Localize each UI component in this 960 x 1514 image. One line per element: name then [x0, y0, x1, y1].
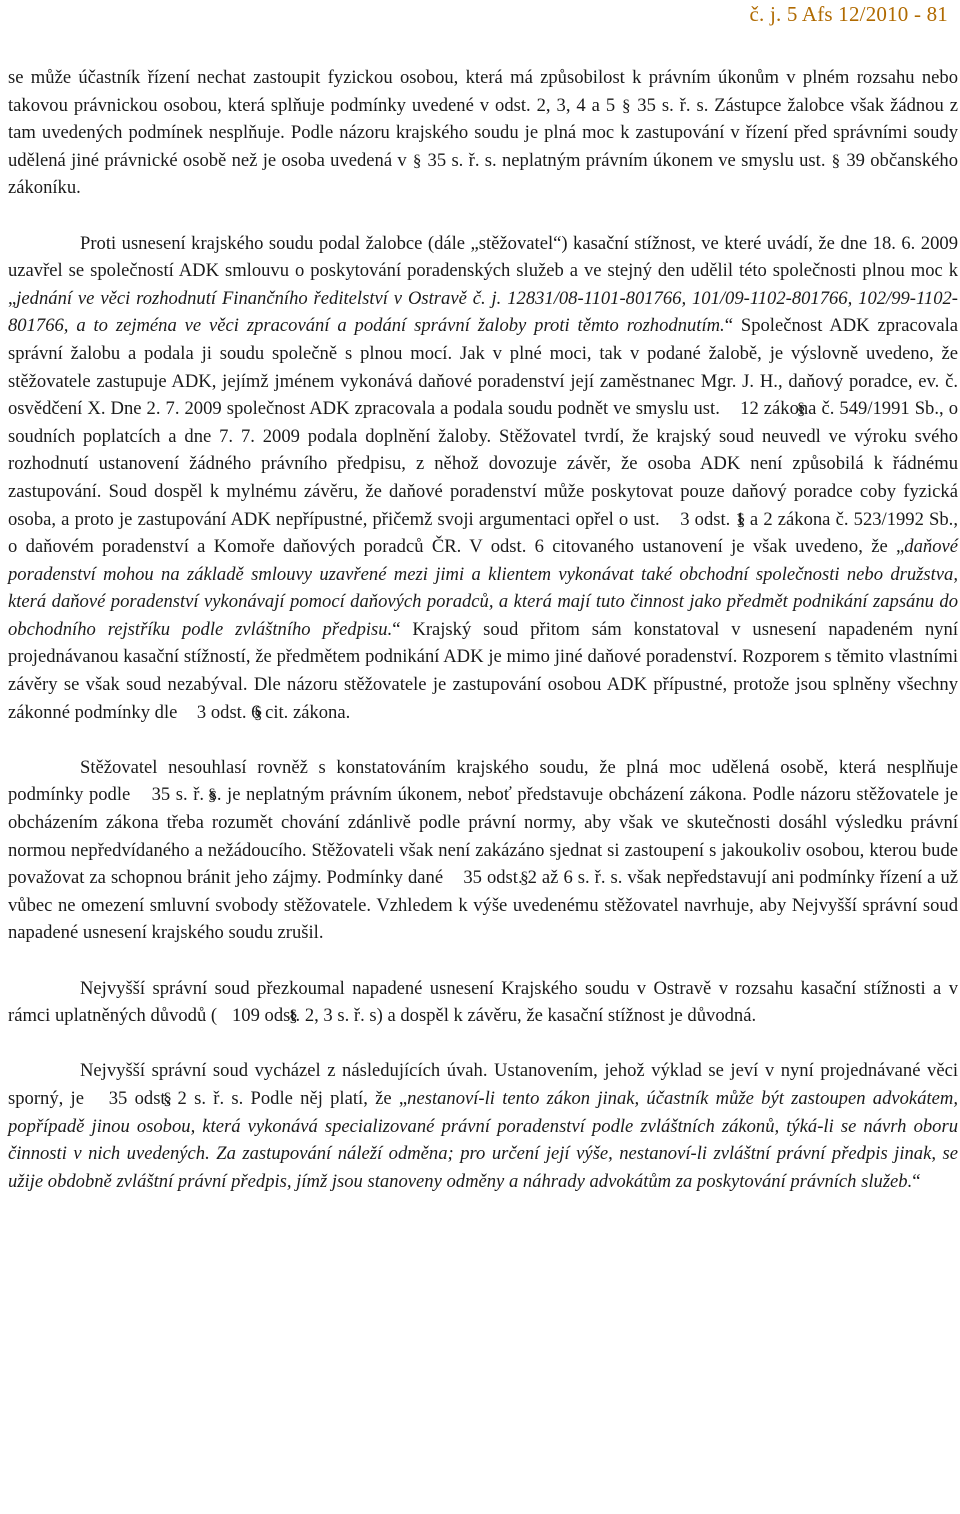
section-sign [217, 1002, 227, 1030]
section-sign [621, 92, 631, 120]
document-body [8, 64, 958, 1195]
text-run: “ Společnost ADK zpracovala správní žalobu a podala ji soudu společně s plnou mocí. Jak v plné moci, tak v podané žalobě, je výslovně uvedeno, že stěžovatele zastupuje ADK, jejímž jménem vykonává daňové poradenství její zaměstnanec Mgr. J. H., daňový poradce, ev. č. osvědčení X. Dne 2. 7. 2009 společnost ADK zpracovala a podala soudu podnět ve smyslu ust. [8, 315, 958, 420]
paragraph [8, 975, 958, 1030]
text-run: Proti usnesení krajského soudu podal žalobce (dále „stěžovatel“) kasační stížnost, ve které uvádí, že dne 18. 6. 2009 uzavřel se společností ADK smlouvu o poskytování poradenských služeb a ve stejný den udělil této společnosti plnou moc k „ [8, 232, 958, 309]
paragraph [8, 1057, 958, 1195]
text-run: Stěžovatel nesouhlasí rovněž s konstatováním krajského soudu, že plná moc udělená osobě, která nesplňuje podmínky podle [8, 756, 958, 806]
text-run: se může účastník řízení nechat zastoupit fyzickou osobou, která má způsobilost k právním úkonům v plném rozsahu nebo takovou právnickou osobou, která splňuje podmínky uvedené v odst. 2, 3, 4 a 5 [8, 67, 958, 116]
text-run: 109 odst. 2, 3 s. ř. s) a dospěl k závěru, že kasační stížnost je důvodná. [227, 1005, 757, 1027]
text-run: 35 s. ř. s. neplatným právním úkonem ve smyslu ust. [422, 149, 831, 171]
paragraph [8, 64, 958, 202]
text-run: 3 odst. 1 a 2 zákona č. 523/1992 Sb., o daňovém poradenství a Komoře daňových poradců ČR. V odst. 6 citovaného ustanovení je však uvedeno, že „ [8, 508, 958, 558]
text-run: 12 zákona č. 549/1991 Sb., o soudních poplatcích a dne 7. 7. 2009 podala doplnění žaloby. Stěžovatel tvrdí, že krajský soud neuvedl ve výroku svého rozhodnutí ustanovení žádného právního předpisu, z něhož dovozuje závěr, že osoba ADK není způsobilá k řádnému zastupování. Soud dospěl k mylnému závěru, že daňové poradenství může poskytovat pouze daňový poradce coby fyzická osoba, a proto je zastupování ADK nepřípustné, přičemž svoji argumentaci opřel o ust. [8, 398, 958, 530]
section-sign [448, 864, 458, 892]
paragraph [8, 230, 958, 727]
text-run: “ Krajský soud přitom sám konstatoval v usnesení napadeném nyní projednávanou kasační stížností, že předmětem podnikání ADK je mimo jiné daňové poradenství. Rozporem s těmito vlastními závěry se však soud nezabýval. Dle názoru stěžovatele je zastupování osobou ADK přípustné, protože jsou splněny všechny zákonné podmínky dle [8, 618, 958, 723]
text-run: 35 odst. 2 až 6 s. ř. s. však nepředstavují ani podmínky řízení a už vůbec ne omezení smluvní svobody stěžovatele. Vzhledem k výše uvedenému stěžovatel navrhuje, aby Nejvyšší správní soud napadené usnesení krajského soudu zrušil. [8, 867, 958, 944]
quoted-text-italic: jednání ve věci rozhodnutí Finančního ředitelství v Ostravě č. j. 12831/08-1101-801766, 101/09-1102-801766, 102/99-1102-801766, a to zejména ve věci zpracování a podání správní žaloby proti těmto rozhodnutím. [8, 287, 958, 337]
section-sign [665, 506, 675, 534]
case-reference-header: č. j. 5 Afs 12/2010 - 81 [749, 2, 948, 26]
paragraph [8, 754, 958, 947]
section-sign [412, 147, 422, 175]
text-run: Nejvyšší správní soud přezkoumal napadené usnesení Krajského soudu v Ostravě v rozsahu kasační stížnosti a v rámci uplatněných důvodů ( [8, 977, 958, 1027]
section-sign [725, 395, 735, 423]
text-run: 3 odst. 6 cit. zákona. [192, 701, 351, 723]
text-run: Nejvyšší správní soud vycházel z následujících úvah. Ustanovením, jehož výklad se jeví v nyní projednávané věci sporný, je [8, 1060, 958, 1109]
quoted-text-italic: daňové poradenství mohou na základě smlouvy uzavřené mezi jimi a klientem vykonávat také obchodní společnosti nebo družstva, která daňové poradenství vykonávají pomocí daňových poradců, a která mají tuto činnost jako předmět podnikání zapsánu do obchodního rejstříku podle zvláštního předpisu. [8, 536, 958, 640]
section-sign [182, 699, 192, 727]
text-run: “ [912, 1170, 921, 1192]
text-run: 35 s. ř. s. Zástupce žalobce však žádnou z tam uvedených podmínek nesplňuje. Podle názoru krajského soudu je plná moc k zastupování v řízení před správními soudy udělená jiné právnické osobě než je osoba uvedená v [8, 94, 959, 171]
quoted-text-italic: nestanoví-li tento zákon jinak, účastník může být zastoupen advokátem, popřípadě jinou osobou, která vykonává specializované právní poradenství podle zvláštních zákonů, týká-li se návrh oboru činnosti v nich uvedených. Za zastupování náleží odměna; pro určení její výše, nestanoví-li zvláštní právní předpis jinak, se užije obdobně zvláštní právní předpis, jímž jsou stanoveny odměny a náhrady advokátům za poskytování právních služeb. [8, 1087, 958, 1192]
text-run: 35 s. ř. s. je neplatným právním úkonem, neboť představuje obcházení zákona. Podle názoru stěžovatele je obcházením zákona třeba rozumět chování zdánlivě podle právní normy, aby však ve skutečnosti dosáhl výsledku právní normou nepředvídaného a nežádoucího. Stěžovateli však není zakázáno sjednat si zastoupení s jakoukoliv osobou, kterou bude považovat za schopnou bránit jeho zájmy. Podmínky dané [8, 784, 958, 889]
text-run: 35 odst. 2 s. ř. s. Podle něj platí, že „ [101, 1087, 408, 1109]
section-sign [91, 1085, 101, 1113]
section-sign [136, 781, 146, 809]
text-run: 39 občanského zákoníku. [8, 149, 959, 199]
section-sign [831, 147, 841, 175]
